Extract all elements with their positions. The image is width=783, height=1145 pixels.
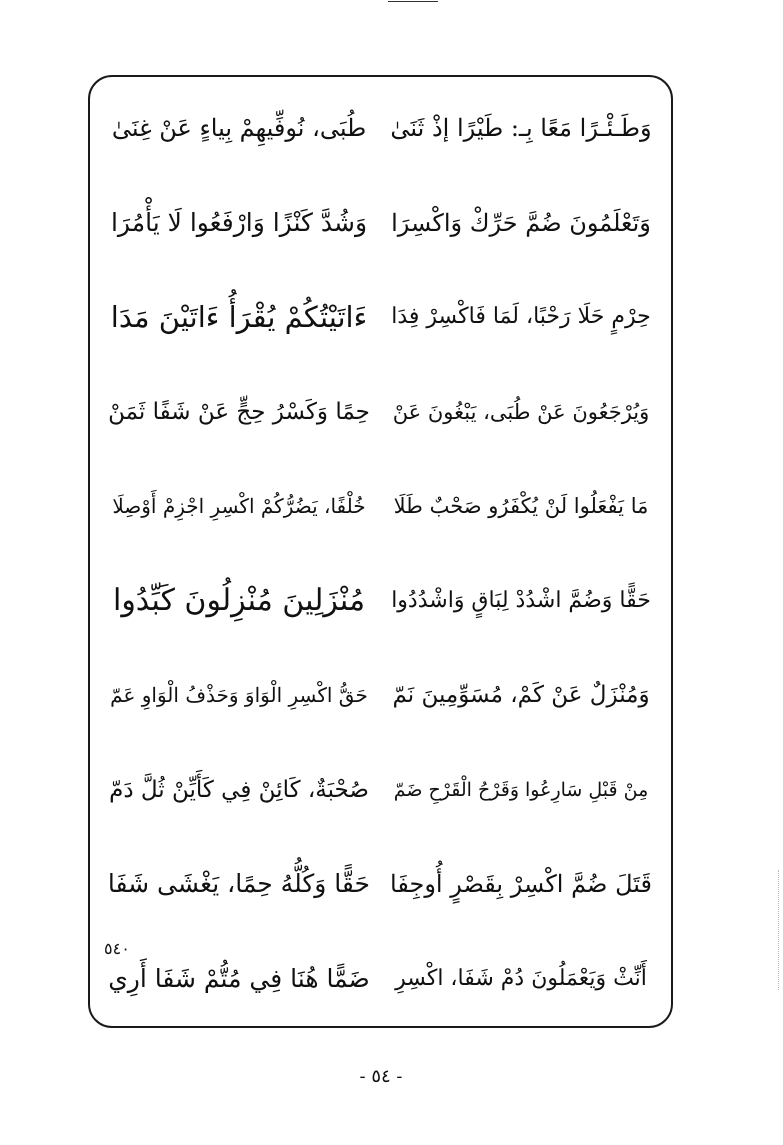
verse-second-hemistich: ءَاتَيْتُكُمْ يُقْرَأُ ءَاتَيْنَ مَدَا bbox=[110, 300, 368, 334]
verse-row bbox=[0, 372, 783, 452]
verse-first-hemistich: وَيُرْجَعُونَ عَنْ طُبَى، يَبْغُونَ عَنْ bbox=[392, 399, 650, 424]
verse-first-hemistich: وَمُنْزَلٌ عَنْ كَمْ، مُسَوِّمِينَ نَمّ bbox=[392, 682, 650, 708]
verse-first-hemistich: مِنْ قَبْلِ سَارِعُوا وَقَرْحُ الْقَرْحِ ضَمّ bbox=[393, 778, 649, 801]
verse-second-hemistich: مُنْزَلِينَ مُنْزِلُونَ كَبِّدُوا bbox=[112, 582, 366, 618]
verse-row bbox=[0, 844, 783, 924]
verse-second-hemistich: حِمًا وَكَسْرُ حِجٍّ عَنْ شَفًا ثَمَنْ bbox=[108, 398, 370, 425]
verse-row bbox=[0, 183, 783, 263]
verse-first-hemistich: وَطَـئْـرًا مَعًا بِـ: طَيْرًا إذْ ثَنَىٰ bbox=[390, 114, 652, 142]
verse-number: ٥٤٠ bbox=[104, 939, 130, 958]
verse-row bbox=[0, 655, 783, 735]
verse-first-hemistich: قَتَلَ ضُمَّ اكْسِرْ بِقَصْرٍ أُوجِفَا bbox=[390, 870, 652, 898]
verse-first-hemistich: حِرْمٍ حَلَا رَحْبًا، لَمَا فَاكْسِرْ فِدَا bbox=[391, 304, 651, 329]
verse-row bbox=[0, 750, 783, 830]
verse-row bbox=[0, 277, 783, 357]
verse-second-hemistich: خُلْفًا، يَضُرُّكُمْ اكْسِرِ اجْزِمْ أَوْصِلَا bbox=[112, 494, 366, 518]
verse-second-hemistich: طُبَى، نُوفِّيهِمْ بِياءٍ عَنْ غِنَىٰ bbox=[111, 114, 367, 142]
verse-list bbox=[0, 88, 783, 1088]
verse-second-hemistich: وَشُدَّ كَنْزًا وَارْفَعُوا لَا يَأْمُرَا bbox=[110, 207, 368, 237]
verse-second-hemistich: حَقُّ اكْسِرِ الْوَاوَ وَحَذْفُ الْوَاوِ عَمّ bbox=[110, 683, 368, 707]
top-rule bbox=[388, 1, 438, 2]
verse-row bbox=[0, 466, 783, 546]
verse-second-hemistich: صُحْبَةٌ، كَائِنْ فِي كَأَيِّنْ ثُلَّ دَمّ bbox=[109, 776, 369, 803]
verse-first-hemistich: أَنِّثْ وَيَعْمَلُونَ دُمْ شَفَا، اكْسِرِ bbox=[395, 965, 647, 991]
verse-second-hemistich: ضَمًّا هُنَا فِي مُتُّمْ شَفَا أَرِي bbox=[108, 963, 370, 993]
verse-first-hemistich: وَتَعْلَمُونَ ضُمَّ حَرِّكْ وَاكْسِرَا bbox=[391, 208, 651, 237]
verse-first-hemistich: حَقًّا وَضُمَّ اشْدُدْ لِبَاقٍ وَاشْدُدُوا bbox=[391, 587, 651, 613]
verse-row bbox=[0, 561, 783, 641]
scan-mark bbox=[775, 870, 779, 990]
verse-row bbox=[0, 88, 783, 168]
page-number: - ٥٤ - bbox=[359, 1066, 403, 1087]
verse-first-hemistich: مَا يَفْعَلُوا لَنْ يُكْفَرُو صَحْبٌ طَلَا bbox=[393, 494, 649, 518]
verse-second-hemistich: حَقًّا وَكُلُّهُ حِمًا، يَغْشَى شَفَا bbox=[107, 869, 370, 898]
